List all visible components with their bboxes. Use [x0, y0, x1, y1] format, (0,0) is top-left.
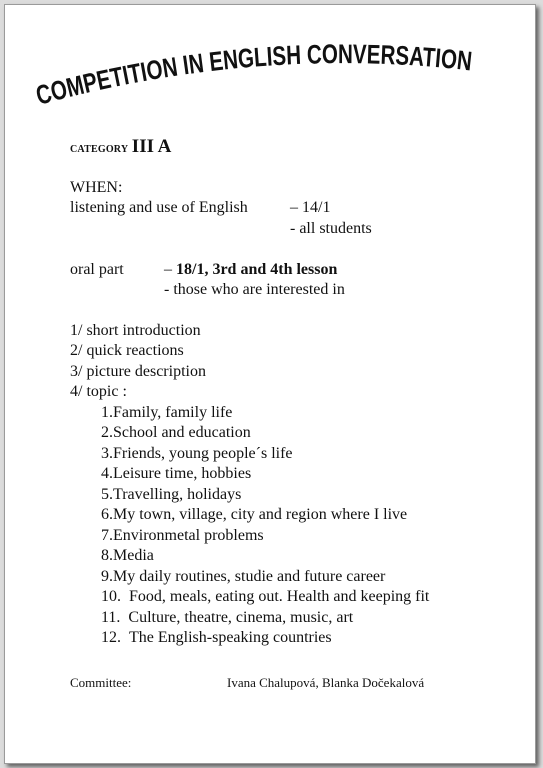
topic-number: 8. — [101, 547, 113, 564]
when-label: WHEN: — [70, 179, 123, 196]
category-heading — [70, 135, 171, 161]
oral-label: oral part — [70, 261, 124, 278]
topic-number: 7. — [101, 527, 113, 544]
topic-number: 4. — [101, 465, 113, 482]
category-code: III A — [131, 136, 172, 157]
topic-number: 6. — [101, 506, 113, 523]
topic-number: 12. — [101, 629, 121, 646]
committee-members: Ivana Chalupová, Blanka Dočekalová — [227, 675, 425, 690]
topic-item — [101, 423, 251, 443]
topic-text: Travelling, holidays — [113, 486, 242, 503]
topic-text: School and education — [113, 424, 251, 441]
topic-text: My town, village, city and region where I live — [113, 506, 408, 523]
committee-label: Committee: — [70, 675, 132, 690]
topic-item — [101, 628, 332, 648]
topic-text: My daily routines, studie and future career — [113, 568, 386, 585]
topic-text: Leisure time, hobbies — [113, 465, 252, 482]
category-label: category — [70, 141, 129, 156]
topic-item — [101, 505, 407, 525]
topic-item — [101, 546, 154, 566]
topic-number: 10. — [101, 588, 121, 605]
part-item: 1/ short introduction — [70, 322, 201, 339]
topic-text: The English-speaking countries — [129, 629, 332, 646]
topic-text: Friends, young people´s life — [113, 445, 293, 462]
topic-text: Culture, theatre, cinema, music, art — [128, 609, 354, 626]
topic-number: 1. — [101, 404, 113, 421]
oral-date: 18/1, 3rd and 4th lesson — [176, 261, 338, 278]
topic-item — [101, 464, 251, 484]
topic-item — [101, 485, 241, 505]
topic-item — [101, 587, 429, 607]
topic-text: Environmetal problems — [113, 527, 264, 544]
topic-number: 11. — [101, 609, 121, 626]
title-text: COMPETITION IN ENGLISH CONVERSATION — [32, 39, 479, 111]
part-item: 4/ topic : — [70, 383, 127, 400]
part-item: 2/ quick reactions — [70, 342, 184, 359]
topic-number: 2. — [101, 424, 113, 441]
topic-text: Family, family life — [113, 404, 233, 421]
topic-item — [101, 444, 293, 464]
topic-item — [101, 526, 264, 546]
listening-audience: - all students — [290, 220, 372, 237]
topic-item — [101, 567, 385, 587]
oral-date-line — [164, 260, 337, 280]
document-title — [5, 5, 535, 115]
oral-date-prefix: – — [164, 261, 172, 278]
topic-item — [101, 403, 232, 423]
topic-text: Food, meals, eating out. Health and keeping fit — [129, 588, 430, 605]
listening-label: listening and use of English — [70, 199, 248, 216]
listening-date: – 14/1 — [290, 199, 331, 216]
topic-number: 3. — [101, 445, 113, 462]
topic-item — [101, 608, 353, 628]
topic-number: 5. — [101, 486, 113, 503]
oral-audience: - those who are interested in — [164, 281, 345, 298]
topic-number: 9. — [101, 568, 113, 585]
part-item: 3/ picture description — [70, 363, 206, 380]
topic-text: Media — [113, 547, 154, 564]
document-page — [4, 4, 536, 764]
